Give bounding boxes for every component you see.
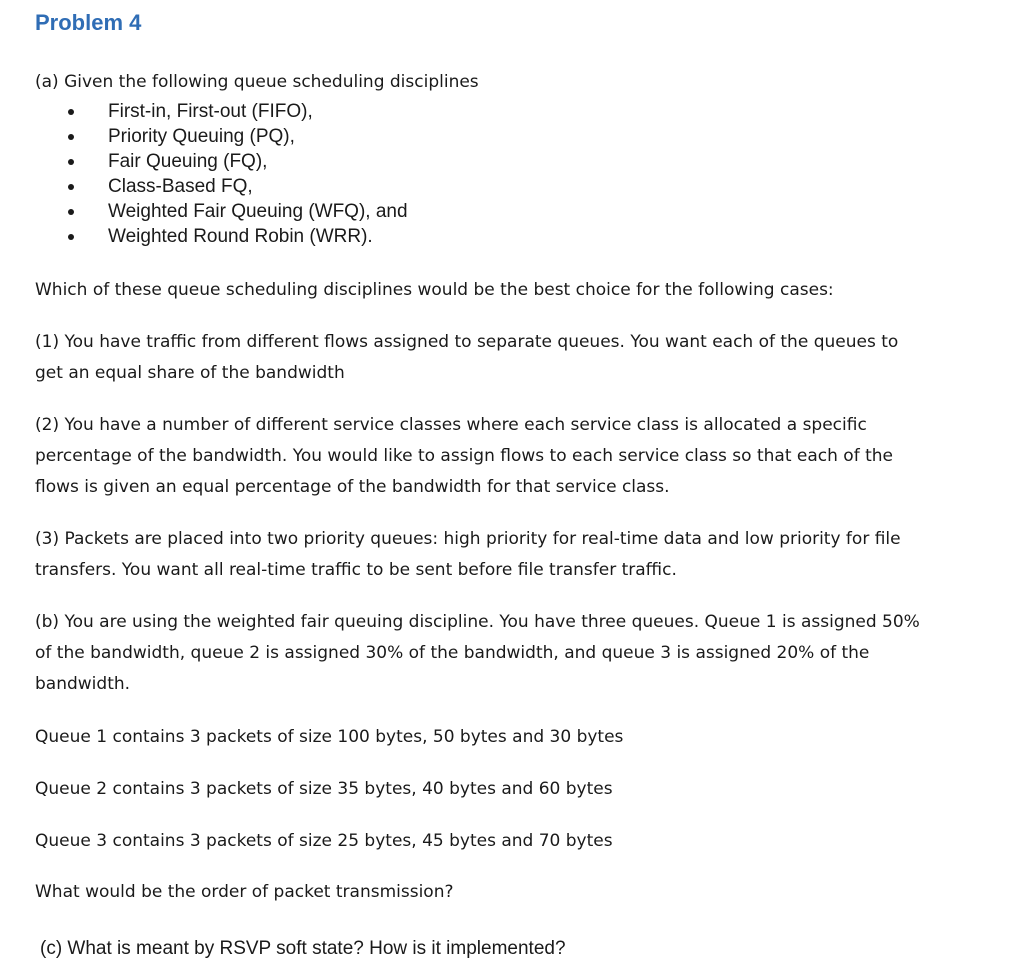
list-item: Fair Queuing (FQ), bbox=[60, 149, 408, 174]
part-b-line: of the bandwidth, queue 2 is assigned 30% of the bandwidth, and queue 3 is assigned 20% of the bbox=[35, 643, 870, 663]
part-a-intro: (a) Given the following queue scheduling disciplines bbox=[35, 72, 479, 92]
discipline-list bbox=[60, 99, 408, 249]
part-c-question: (c) What is meant by RSVP soft state? How is it implemented? bbox=[40, 938, 566, 959]
case-2-line: (2) You have a number of different service classes where each service class is allocated a specific bbox=[35, 415, 867, 435]
case-3 bbox=[35, 524, 985, 586]
part-a-question: Which of these queue scheduling disciplines would be the best choice for the following cases: bbox=[35, 280, 834, 300]
case-1-line: (1) You have traffic from different flows assigned to separate queues. You want each of the queues to bbox=[35, 332, 899, 352]
queue-2-description: Queue 2 contains 3 packets of size 35 bytes, 40 bytes and 60 bytes bbox=[35, 779, 613, 799]
bullet-icon bbox=[68, 159, 74, 165]
list-item: Priority Queuing (PQ), bbox=[60, 124, 408, 149]
part-b-question: What would be the order of packet transmission? bbox=[35, 882, 454, 902]
queue-1-description: Queue 1 contains 3 packets of size 100 bytes, 50 bytes and 30 bytes bbox=[35, 727, 624, 747]
list-item: First-in, First-out (FIFO), bbox=[60, 99, 408, 124]
list-item: Weighted Fair Queuing (WFQ), and bbox=[60, 199, 408, 224]
queue-3-description: Queue 3 contains 3 packets of size 25 bytes, 45 bytes and 70 bytes bbox=[35, 831, 613, 851]
case-1 bbox=[35, 327, 985, 389]
case-3-line: transfers. You want all real-time traffic to be sent before file transfer traffic. bbox=[35, 560, 677, 580]
bullet-icon bbox=[68, 209, 74, 215]
case-2 bbox=[35, 410, 985, 503]
list-item: Class-Based FQ, bbox=[60, 174, 408, 199]
bullet-icon bbox=[68, 109, 74, 115]
bullet-icon bbox=[68, 234, 74, 240]
bullet-icon bbox=[68, 134, 74, 140]
case-1-line: get an equal share of the bandwidth bbox=[35, 363, 345, 383]
case-3-line: (3) Packets are placed into two priority queues: high priority for real-time data and low priority for file bbox=[35, 529, 901, 549]
bullet-icon bbox=[68, 184, 74, 190]
list-item: Weighted Round Robin (WRR). bbox=[60, 224, 408, 249]
part-b-line: (b) You are using the weighted fair queuing discipline. You have three queues. Queue 1 is assigned 50% bbox=[35, 612, 920, 632]
part-b-line: bandwidth. bbox=[35, 674, 131, 694]
part-b-intro bbox=[35, 607, 985, 700]
problem-title: Problem 4 bbox=[35, 10, 142, 35]
case-2-line: flows is given an equal percentage of the bandwidth for that service class. bbox=[35, 477, 670, 497]
case-2-line: percentage of the bandwidth. You would like to assign flows to each service class so that each of the bbox=[35, 446, 893, 466]
